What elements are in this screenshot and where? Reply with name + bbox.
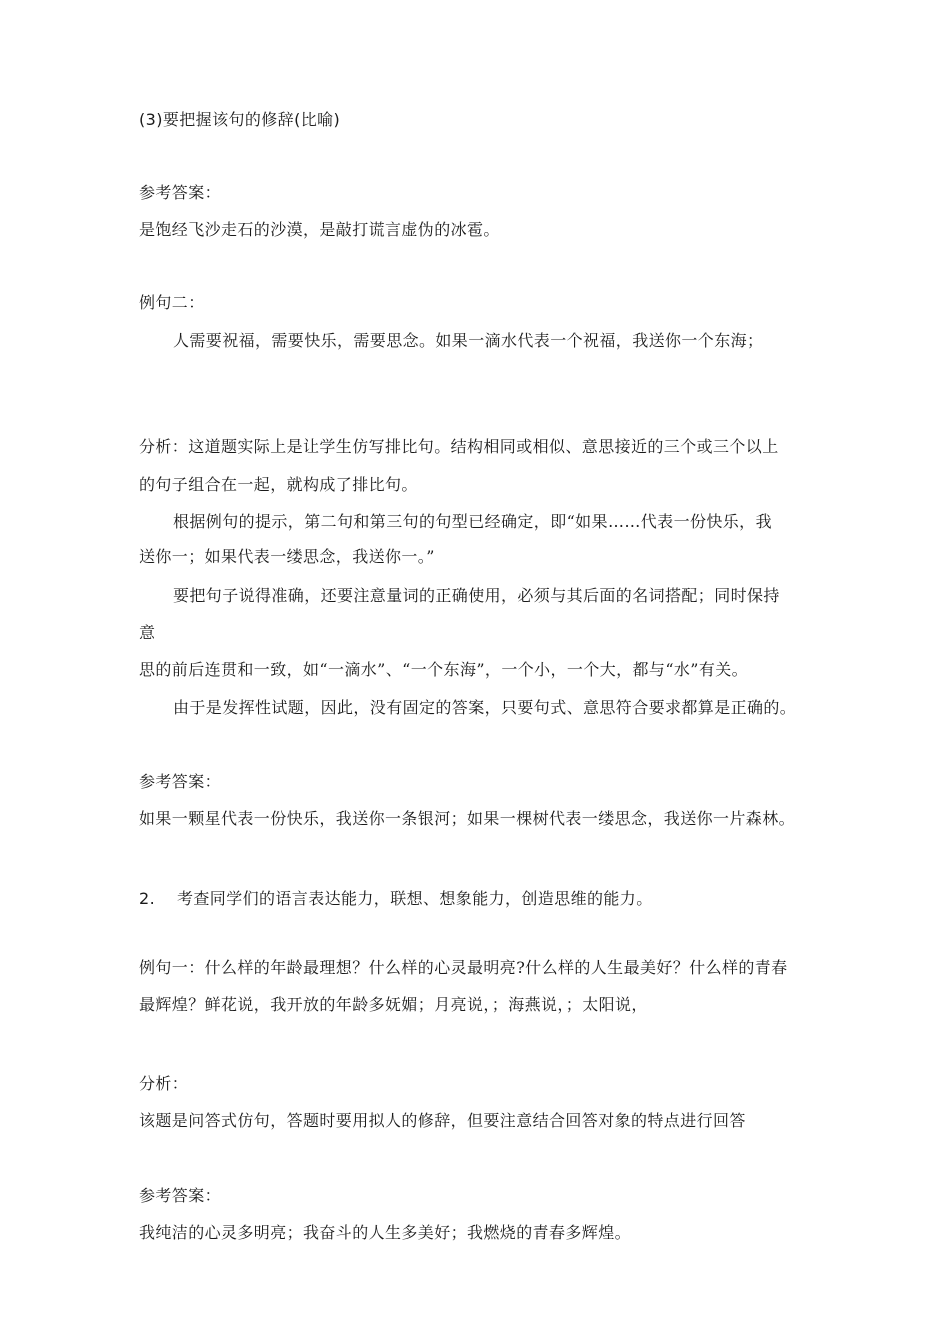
analysis-text: 该题是问答式仿句，答题时要用拟人的修辞，但要注意结合回答对象的特点进行回答 <box>139 1111 746 1130</box>
answer-text: 是饱经飞沙走石的沙漠，是敲打谎言虚伪的冰雹。 <box>139 220 500 239</box>
example-1-line-1: 例句一：什么样的年龄最理想？什么样的心灵最明亮?什么样的人生最美好？什么样的青春 <box>139 958 788 977</box>
question-2-text: 考查同学们的语言表达能力，联想、想象能力，创造思维的能力。 <box>177 889 653 908</box>
answer-label: 参考答案： <box>139 183 222 202</box>
example-2-label: 例句二： <box>139 293 205 312</box>
analysis-label: 分析： <box>139 1074 189 1093</box>
analysis-line-8: 由于是发挥性试题，因此，没有固定的答案，只要句式、意思符合要求都算是正确的。 <box>173 698 797 717</box>
answer-label: 参考答案： <box>139 1186 222 1205</box>
example-1-line-2: 最辉煌？鲜花说，我开放的年龄多妩媚；月亮说，；海燕说，；太阳说， <box>139 995 648 1014</box>
analysis-line-5: 要把句子说得准确，还要注意量词的正确使用，必须与其后面的名词搭配；同时保持 <box>173 586 780 605</box>
answer-label: 参考答案： <box>139 772 222 791</box>
item-3-heading: (3)要把握该句的修辞(比喻) <box>139 110 341 129</box>
question-2-number: 2. <box>139 889 156 908</box>
answer-text: 如果一颗星代表一份快乐，我送你一条银河；如果一棵树代表一缕思念，我送你一片森林。 <box>139 809 796 828</box>
analysis-line-6: 意 <box>139 623 156 642</box>
example-2-text: 人需要祝福，需要快乐，需要思念。如果一滴水代表一个祝福，我送你一个东海； <box>173 331 764 350</box>
analysis-line-2: 的句子组合在一起，就构成了排比句。 <box>139 475 418 494</box>
analysis-line-4: 送你一；如果代表一缕思念，我送你一。” <box>139 547 435 566</box>
analysis-line-3: 根据例句的提示，第二句和第三句的句型已经确定，即“如果……代表一份快乐，我 <box>173 512 772 531</box>
analysis-line-7: 思的前后连贯和一致，如“一滴水”、“一个东海”，一个小，一个大，都与“水”有关。 <box>139 660 749 679</box>
analysis-line-1: 分析：这道题实际上是让学生仿写排比句。结构相同或相似、意思接近的三个或三个以上 <box>139 437 779 456</box>
answer-text: 我纯洁的心灵多明亮；我奋斗的人生多美好；我燃烧的青春多辉煌。 <box>139 1223 632 1242</box>
